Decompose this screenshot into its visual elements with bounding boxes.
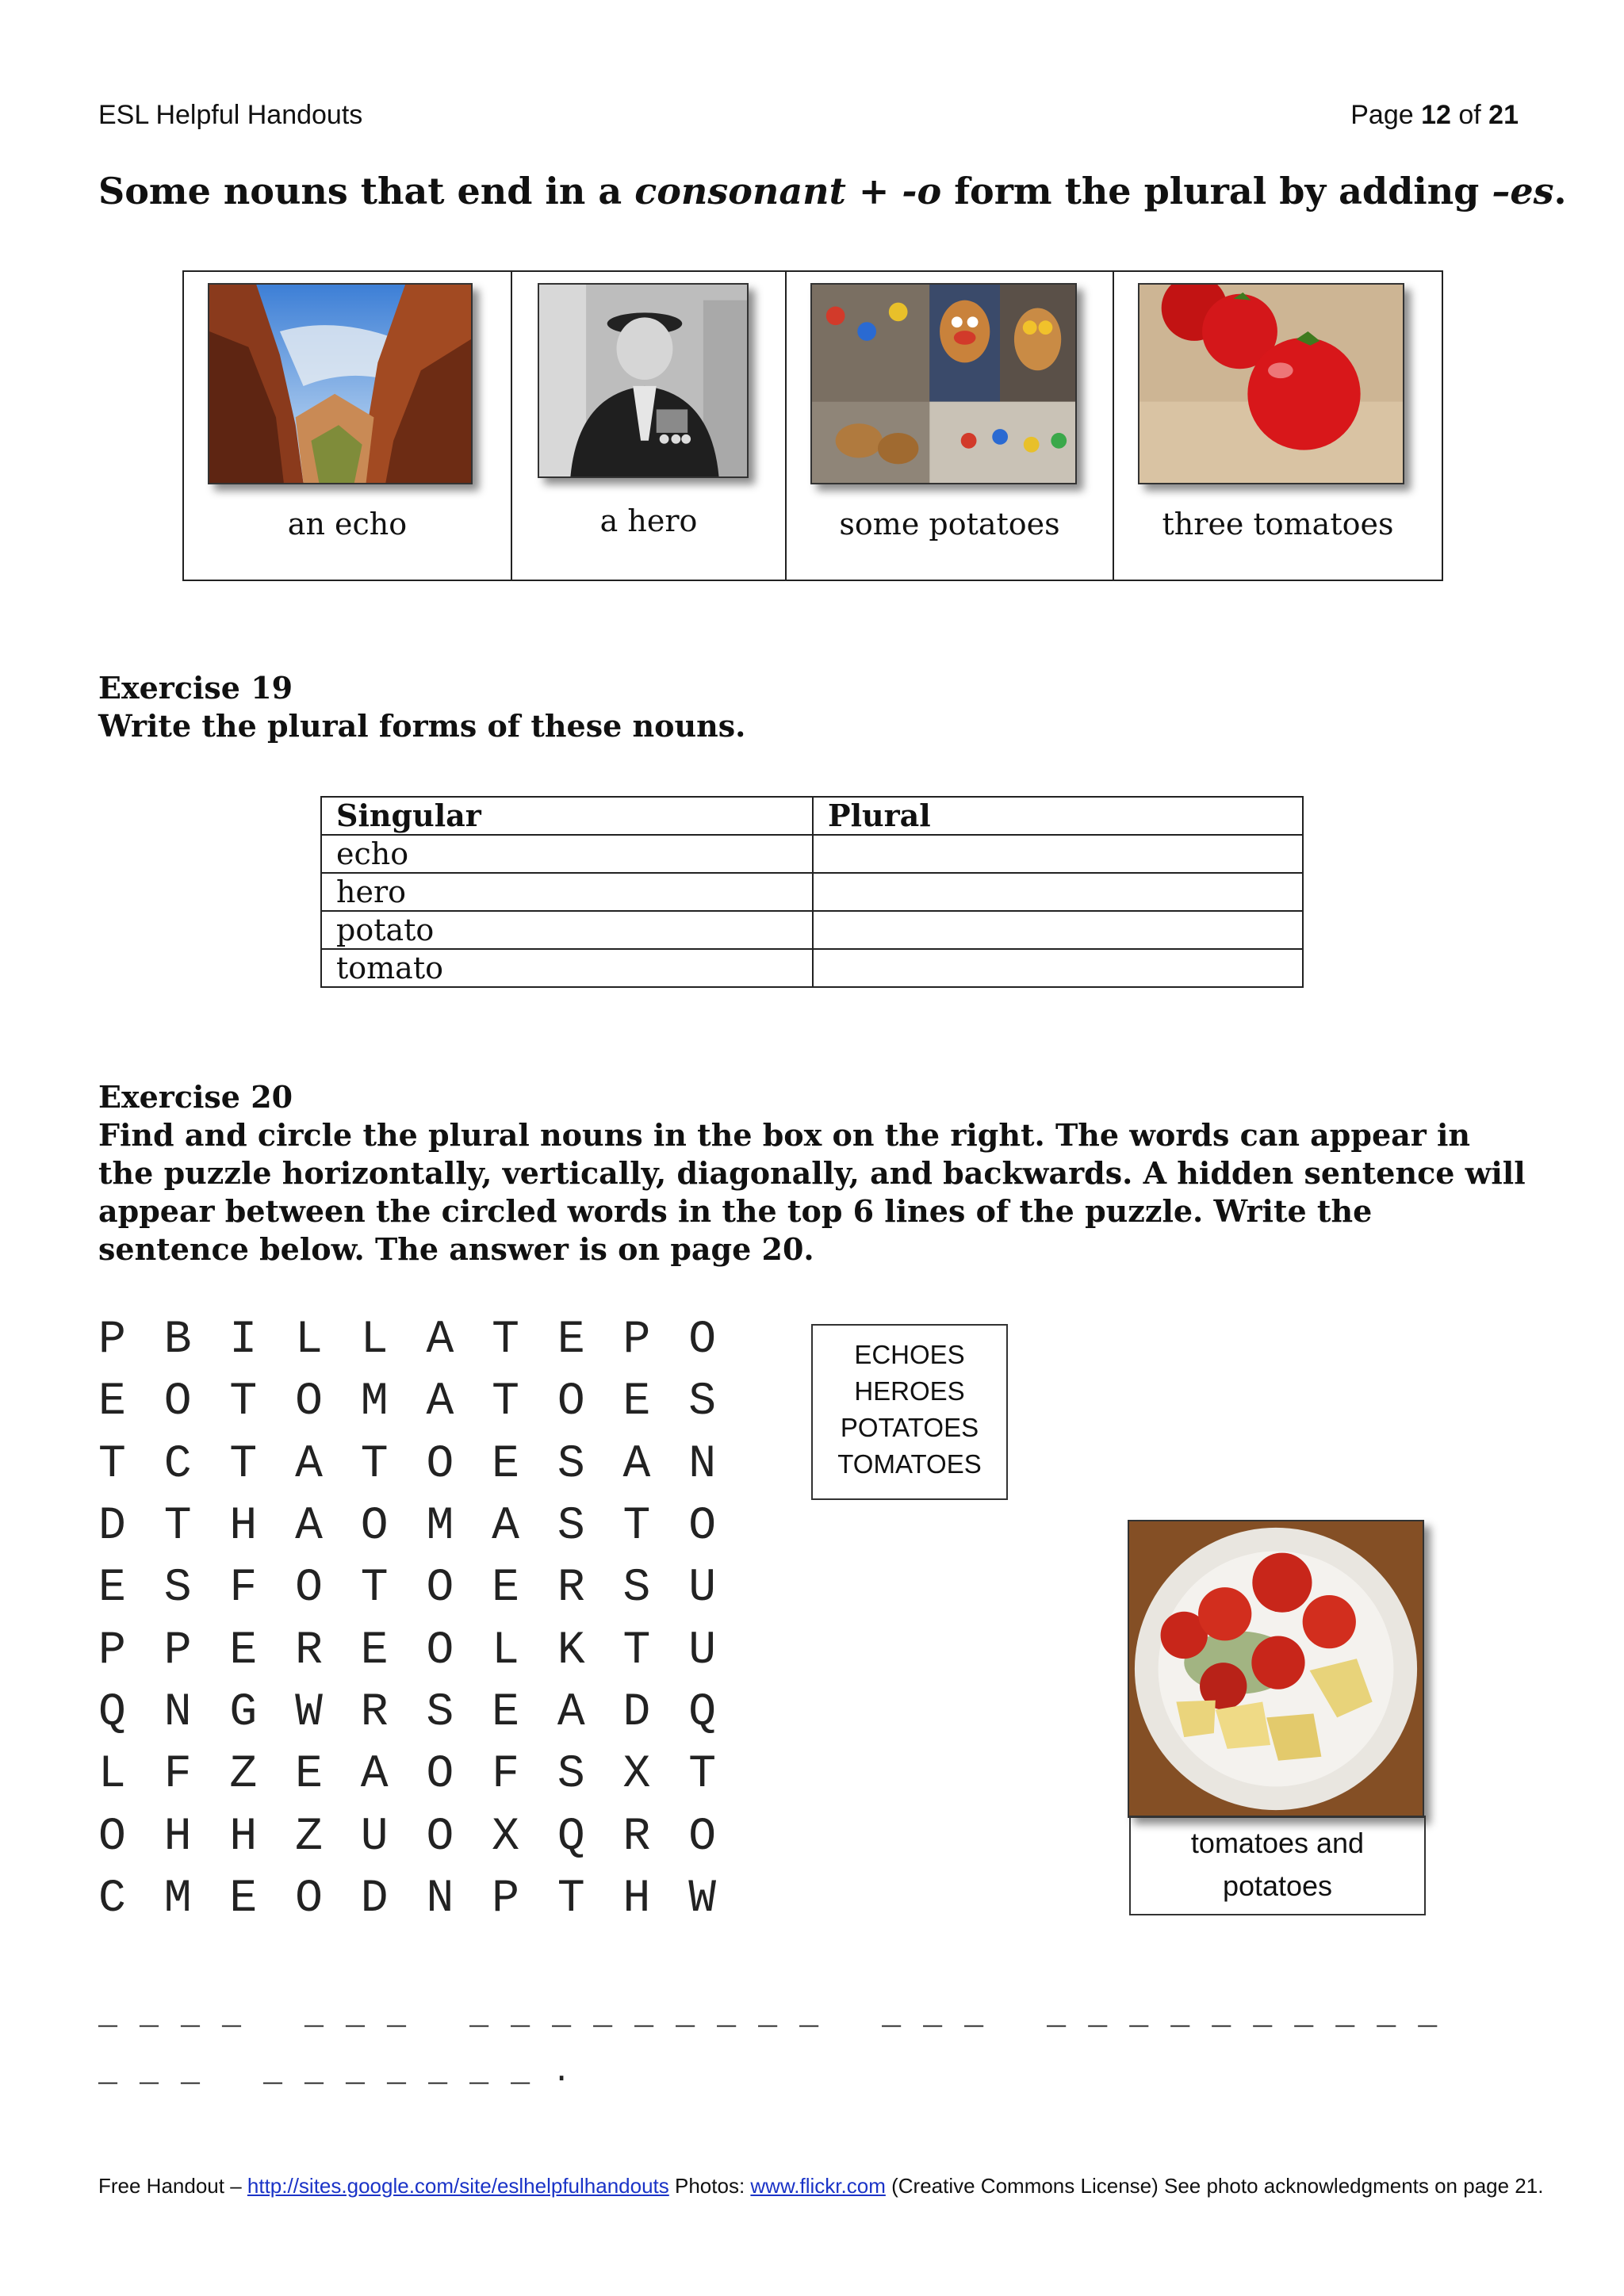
- puzzle-row: [98, 1682, 754, 1744]
- puzzle-letter[interactable]: T: [688, 1749, 716, 1801]
- puzzle-row: [98, 1372, 754, 1433]
- puzzle-letter[interactable]: L: [492, 1624, 519, 1677]
- puzzle-letter[interactable]: O: [426, 1811, 454, 1863]
- singular-cell: tomato: [321, 949, 813, 987]
- puzzle-letter[interactable]: S: [163, 1563, 192, 1615]
- exercise-20-title: Exercise 20: [98, 1079, 293, 1115]
- exercise-20-instruction: Find and circle the plural nouns in the box on the right. The words can appear in the puzzle horizontally, vertically, diagonally, and backwards. A hidden sentence will appear between the circled words in the top 6 lines of the puzzle. Write the sentence below. The answer is on page 20.: [98, 1117, 1526, 1267]
- word-list-box: [811, 1324, 1008, 1500]
- puzzle-letter[interactable]: T: [492, 1314, 519, 1367]
- tomatoes-potatoes-photo-icon: [1128, 1520, 1424, 1818]
- puzzle-letter[interactable]: G: [229, 1686, 258, 1739]
- word-list-item: POTATOES: [840, 1413, 979, 1442]
- puzzle-letter[interactable]: O: [426, 1749, 454, 1801]
- puzzle-letter[interactable]: O: [426, 1438, 454, 1490]
- puzzle-letter[interactable]: P: [163, 1624, 192, 1677]
- footer-suffix: (Creative Commons License) See photo acknowledgments on page 21.: [885, 2174, 1544, 2198]
- canyon-photo-icon: [208, 283, 473, 484]
- puzzle-letter[interactable]: E: [622, 1376, 651, 1429]
- puzzle-letter[interactable]: E: [360, 1624, 389, 1677]
- puzzle-letter[interactable]: R: [360, 1686, 389, 1739]
- table-row: [321, 873, 1303, 911]
- puzzle-letter[interactable]: T: [492, 1376, 519, 1429]
- flickr-link[interactable]: www.flickr.com: [750, 2174, 886, 2198]
- puzzle-letter[interactable]: M: [163, 1873, 192, 1925]
- puzzle-letter[interactable]: O: [688, 1314, 716, 1367]
- word-list-item: TOMATOES: [837, 1449, 982, 1479]
- puzzle-letter[interactable]: F: [492, 1749, 519, 1801]
- word-search-grid[interactable]: [98, 1310, 754, 1931]
- puzzle-row: [98, 1558, 754, 1620]
- puzzle-letter[interactable]: L: [295, 1314, 323, 1367]
- puzzle-letter[interactable]: A: [492, 1501, 519, 1553]
- puzzle-letter[interactable]: S: [557, 1749, 585, 1801]
- answer-blanks-line2[interactable]: _ _ _ _ _ _ _ _ _ _ .: [98, 2055, 573, 2091]
- plural-answer-cell[interactable]: [813, 873, 1303, 911]
- puzzle-letter[interactable]: R: [295, 1624, 323, 1677]
- puzzle-letter[interactable]: S: [688, 1376, 716, 1429]
- puzzle-row: [98, 1496, 754, 1558]
- puzzle-row: [98, 1620, 754, 1682]
- puzzle-letter[interactable]: F: [229, 1563, 258, 1615]
- puzzle-letter[interactable]: O: [426, 1563, 454, 1615]
- veteran-photo-icon: [538, 283, 749, 478]
- puzzle-letter[interactable]: A: [426, 1376, 454, 1429]
- puzzle-letter[interactable]: T: [557, 1873, 585, 1925]
- picture-cell-echo: [184, 272, 512, 580]
- puzzle-letter[interactable]: F: [163, 1749, 192, 1801]
- picture-cell-hero: [512, 272, 787, 580]
- puzzle-letter[interactable]: H: [229, 1501, 258, 1553]
- word-list-item: HEROES: [854, 1376, 965, 1406]
- puzzle-letter[interactable]: I: [229, 1314, 258, 1367]
- puzzle-letter[interactable]: P: [98, 1314, 126, 1367]
- puzzle-letter[interactable]: W: [295, 1686, 323, 1739]
- table-row: [321, 835, 1303, 873]
- word-list-item: ECHOES: [854, 1340, 965, 1369]
- puzzle-letter[interactable]: O: [688, 1811, 716, 1863]
- puzzle-letter[interactable]: S: [622, 1563, 651, 1615]
- puzzle-row: [98, 1744, 754, 1806]
- puzzle-letter[interactable]: T: [622, 1624, 651, 1677]
- puzzle-letter[interactable]: Q: [557, 1811, 585, 1863]
- photo-caption-line1: tomatoes and: [1190, 1827, 1365, 1859]
- picture-caption: a hero: [599, 503, 698, 538]
- puzzle-letter[interactable]: T: [360, 1563, 389, 1615]
- puzzle-letter[interactable]: E: [98, 1563, 126, 1615]
- puzzle-letter[interactable]: O: [688, 1501, 716, 1553]
- puzzle-letter[interactable]: X: [492, 1811, 519, 1863]
- plural-answer-cell[interactable]: [813, 949, 1303, 987]
- picture-caption: some potatoes: [839, 507, 1060, 541]
- puzzle-letter[interactable]: W: [688, 1873, 716, 1925]
- puzzle-letter[interactable]: E: [492, 1438, 519, 1490]
- potato-toys-photo-icon: [810, 283, 1077, 484]
- puzzle-letter[interactable]: Q: [688, 1686, 716, 1739]
- puzzle-letter[interactable]: S: [557, 1438, 585, 1490]
- puzzle-letter[interactable]: H: [229, 1811, 258, 1863]
- puzzle-letter[interactable]: Z: [229, 1749, 258, 1801]
- puzzle-letter[interactable]: T: [360, 1438, 389, 1490]
- picture-cell-potatoes: [787, 272, 1114, 580]
- puzzle-letter[interactable]: O: [163, 1376, 192, 1429]
- page-of: of: [1450, 100, 1489, 130]
- puzzle-letter[interactable]: H: [163, 1811, 192, 1863]
- puzzle-letter[interactable]: U: [688, 1624, 716, 1677]
- puzzle-row: [98, 1310, 754, 1372]
- puzzle-letter[interactable]: C: [163, 1438, 192, 1490]
- title-part1: Some nouns that end in a: [98, 170, 635, 212]
- puzzle-letter[interactable]: R: [557, 1563, 585, 1615]
- puzzle-letter[interactable]: O: [557, 1376, 585, 1429]
- title-part4: –es: [1492, 170, 1554, 212]
- exercise-19-title: Exercise 19: [98, 670, 293, 706]
- page-current: 12: [1421, 100, 1451, 130]
- puzzle-letter[interactable]: N: [688, 1438, 716, 1490]
- puzzle-letter[interactable]: E: [557, 1314, 585, 1367]
- puzzle-letter[interactable]: D: [360, 1873, 389, 1925]
- puzzle-row: [98, 1869, 754, 1931]
- footer-prefix: Free Handout –: [98, 2174, 247, 2198]
- tomatoes-photo-icon: [1138, 283, 1404, 484]
- puzzle-letter[interactable]: E: [295, 1749, 323, 1801]
- puzzle-letter[interactable]: A: [622, 1438, 651, 1490]
- puzzle-row: [98, 1806, 754, 1868]
- puzzle-letter[interactable]: D: [622, 1686, 651, 1739]
- page-number: [1350, 100, 1519, 131]
- singular-cell: potato: [321, 911, 813, 949]
- puzzle-letter[interactable]: M: [360, 1376, 389, 1429]
- puzzle-row: [98, 1434, 754, 1496]
- puzzle-letter[interactable]: E: [98, 1376, 126, 1429]
- puzzle-letter[interactable]: E: [229, 1624, 258, 1677]
- puzzle-letter[interactable]: O: [360, 1501, 389, 1553]
- title-part2: consonant + -o: [634, 170, 942, 212]
- footer-middle: Photos:: [668, 2174, 751, 2198]
- puzzle-letter[interactable]: P: [622, 1314, 651, 1367]
- puzzle-letter[interactable]: Q: [98, 1686, 126, 1739]
- picture-cell-tomatoes: [1114, 272, 1442, 580]
- puzzle-letter[interactable]: O: [295, 1563, 323, 1615]
- column-header-plural: Plural: [813, 797, 1303, 835]
- puzzle-letter[interactable]: L: [98, 1749, 126, 1801]
- puzzle-letter[interactable]: P: [492, 1873, 519, 1925]
- puzzle-letter[interactable]: E: [229, 1873, 258, 1925]
- puzzle-letter[interactable]: A: [426, 1314, 454, 1367]
- page-total: 21: [1488, 100, 1519, 130]
- puzzle-letter[interactable]: O: [295, 1873, 323, 1925]
- puzzle-letter[interactable]: O: [426, 1624, 454, 1677]
- picture-caption: three tomatoes: [1162, 507, 1394, 541]
- puzzle-letter[interactable]: K: [557, 1624, 585, 1677]
- photo-caption-line2: potatoes: [1222, 1869, 1333, 1902]
- footer: [98, 2174, 1543, 2198]
- puzzle-letter[interactable]: N: [163, 1686, 192, 1739]
- puzzle-letter[interactable]: A: [557, 1686, 585, 1739]
- plural-answer-cell[interactable]: [813, 911, 1303, 949]
- puzzle-letter[interactable]: E: [492, 1563, 519, 1615]
- puzzle-letter[interactable]: T: [622, 1501, 651, 1553]
- title-part5: .: [1553, 170, 1567, 212]
- picture-table: [182, 270, 1443, 581]
- table-header-row: [321, 797, 1303, 835]
- puzzle-letter[interactable]: D: [98, 1501, 126, 1553]
- puzzle-letter[interactable]: C: [98, 1873, 126, 1925]
- puzzle-letter[interactable]: T: [98, 1438, 126, 1490]
- exercise-19-table: [320, 796, 1304, 988]
- puzzle-letter[interactable]: N: [426, 1873, 454, 1925]
- puzzle-letter[interactable]: U: [688, 1563, 716, 1615]
- answer-blanks-line1[interactable]: _ _ _ _ _ _ _ _ _ _ _ _ _ _ _ _ _ _ _ _ _ _ _ _ _ _ _ _ _: [98, 1998, 1439, 2034]
- puzzle-letter[interactable]: S: [426, 1686, 454, 1739]
- singular-cell: hero: [321, 873, 813, 911]
- page-prefix: Page: [1350, 100, 1422, 130]
- puzzle-letter[interactable]: R: [622, 1811, 651, 1863]
- singular-cell: echo: [321, 835, 813, 873]
- puzzle-letter[interactable]: U: [360, 1811, 389, 1863]
- puzzle-letter[interactable]: O: [98, 1811, 126, 1863]
- puzzle-letter[interactable]: T: [229, 1376, 258, 1429]
- puzzle-letter[interactable]: H: [622, 1873, 651, 1925]
- title-part3: form the plural by adding: [941, 170, 1492, 212]
- header-title: ESL Helpful Handouts: [98, 100, 363, 130]
- puzzle-letter[interactable]: P: [98, 1624, 126, 1677]
- exercise-19-instruction: Write the plural forms of these nouns.: [98, 708, 746, 744]
- puzzle-letter[interactable]: A: [295, 1501, 323, 1553]
- puzzle-letter[interactable]: B: [163, 1314, 192, 1367]
- puzzle-letter[interactable]: E: [492, 1686, 519, 1739]
- puzzle-letter[interactable]: S: [557, 1501, 585, 1553]
- photo-caption: [1129, 1816, 1426, 1915]
- table-row: [321, 911, 1303, 949]
- column-header-singular: Singular: [321, 797, 813, 835]
- page-title: [98, 170, 1567, 212]
- puzzle-letter[interactable]: L: [360, 1314, 389, 1367]
- puzzle-letter[interactable]: A: [295, 1438, 323, 1490]
- plural-answer-cell[interactable]: [813, 835, 1303, 873]
- puzzle-letter[interactable]: M: [426, 1501, 454, 1553]
- puzzle-letter[interactable]: A: [360, 1749, 389, 1801]
- puzzle-letter[interactable]: T: [163, 1501, 192, 1553]
- puzzle-letter[interactable]: T: [229, 1438, 258, 1490]
- puzzle-letter[interactable]: O: [295, 1376, 323, 1429]
- handouts-link[interactable]: http://sites.google.com/site/eslhelpfulhandouts: [247, 2174, 669, 2198]
- puzzle-letter[interactable]: Z: [295, 1811, 323, 1863]
- picture-caption: an echo: [287, 507, 408, 541]
- puzzle-letter[interactable]: X: [622, 1749, 651, 1801]
- table-row: [321, 949, 1303, 987]
